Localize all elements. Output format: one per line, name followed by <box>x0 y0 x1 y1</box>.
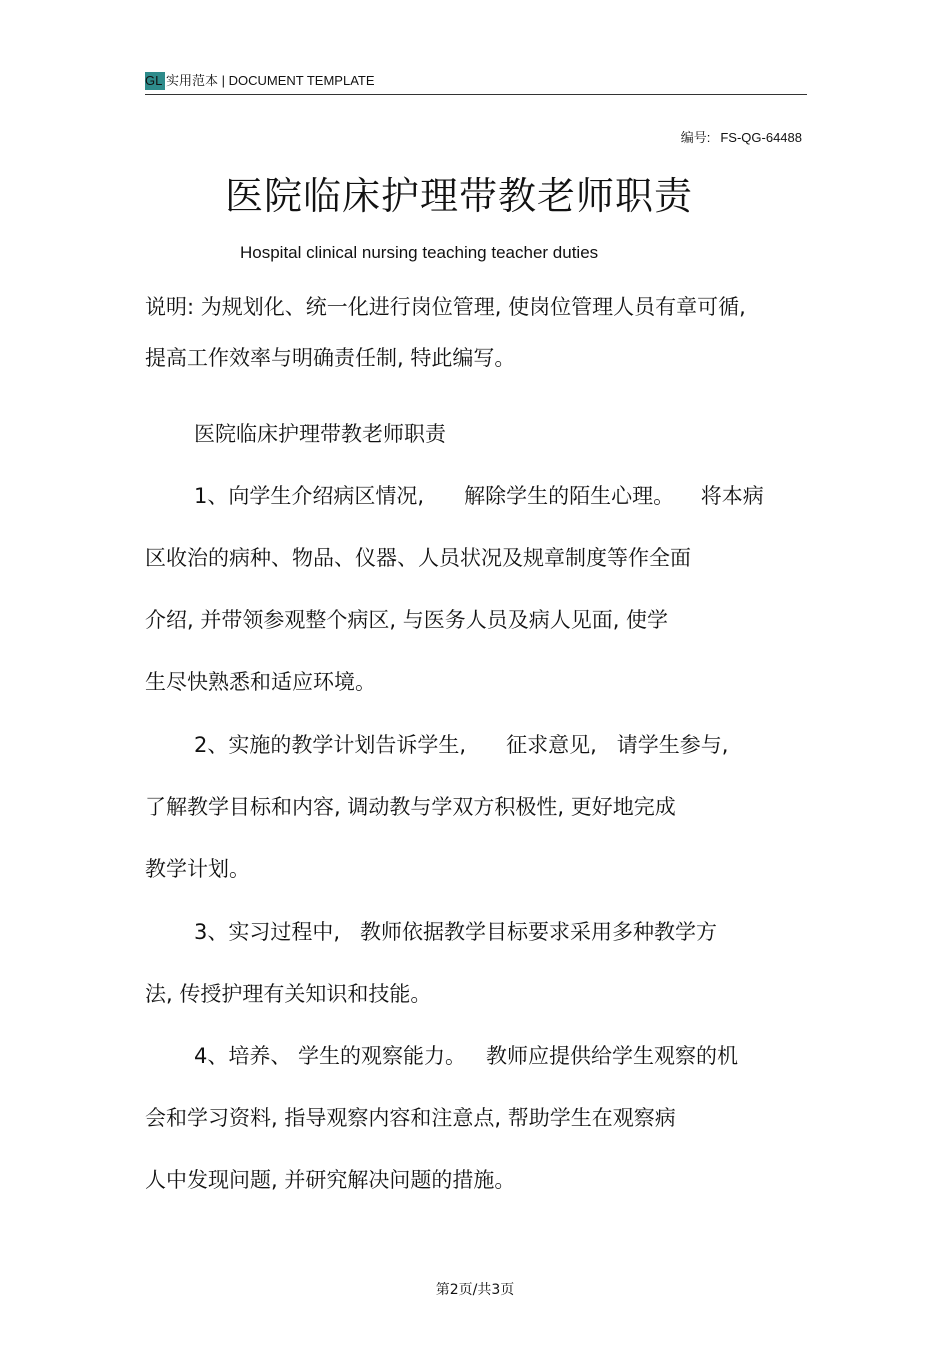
document-title: 医院临床护理带教老师职责 <box>224 174 693 218</box>
item-line: 会和学习资料, 指导观察内容和注意点, 帮助学生在观察病 <box>145 1106 676 1130</box>
description-line: 提高工作效率与明确责任制, 特此编写。 <box>145 346 516 370</box>
item-line: 4、培养、 学生的观察能力。 教师应提供给学生观察的机 <box>194 1044 739 1068</box>
logo-badge: GL <box>145 72 165 90</box>
item-line: 生尽快熟悉和适应环境。 <box>145 670 376 694</box>
section-heading: 医院临床护理带教老师职责 <box>194 422 446 446</box>
page-footer: 第2页/共3页 <box>435 1282 515 1298</box>
header-text: 实用范本 | DOCUMENT TEMPLATE <box>166 73 375 88</box>
description-line: 说明: 为规划化、统一化进行岗位管理, 使岗位管理人员有章可循, <box>145 295 746 319</box>
document-number-value: FS-QG-64488 <box>720 130 802 145</box>
item-line: 人中发现问题, 并研究解决问题的措施。 <box>145 1168 516 1192</box>
item-line: 了解教学目标和内容, 调动教与学双方积极性, 更好地完成 <box>145 795 676 819</box>
item-line: 2、实施的教学计划告诉学生, 征求意见, 请学生参与, <box>194 733 729 757</box>
item-line: 3、实习过程中, 教师依据教学目标要求采用多种教学方 <box>194 920 718 944</box>
page-header <box>145 70 807 95</box>
item-line: 教学计划。 <box>145 857 250 881</box>
document-number <box>681 127 802 146</box>
document-number-label: 编号: <box>680 130 711 145</box>
item-line: 1、向学生介绍病区情况, 解除学生的陌生心理。 将本病 <box>194 484 764 508</box>
item-line: 介绍, 并带领参观整个病区, 与医务人员及病人见面, 使学 <box>145 608 669 632</box>
document-subtitle: Hospital clinical nursing teaching teacher duties <box>240 243 599 262</box>
item-line: 法, 传授护理有关知识和技能。 <box>145 982 432 1006</box>
item-line: 区收治的病种、物品、仪器、人员状况及规章制度等作全面 <box>145 546 691 570</box>
